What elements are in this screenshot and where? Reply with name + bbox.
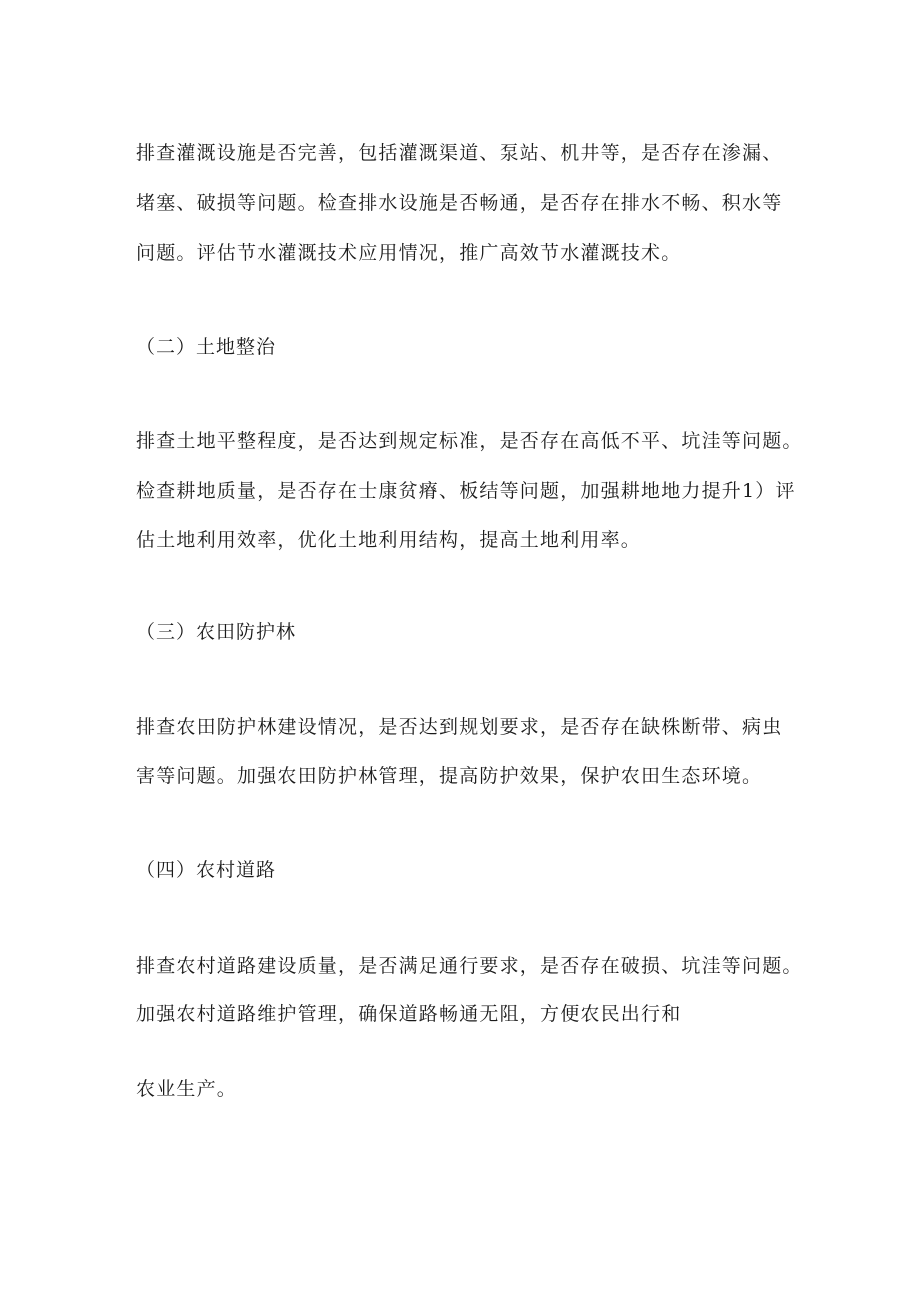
paragraph-line: 堵塞、破损等问题。检查排水设施是否畅通，是否存在排水不畅、积水等 [136, 192, 783, 214]
paragraph-line: 排查农村道路建设质量，是否满足通行要求，是否存在破损、坑洼等问题。 [136, 955, 803, 977]
paragraph-line: 估土地利用效率，优化土地利用结构，提高土地利用率。 [136, 529, 642, 551]
paragraph-line: 排查农田防护林建设情况，是否达到规划要求，是否存在缺株断带、病虫 [136, 716, 783, 738]
paragraph-line: 害等问题。加强农田防护林管理，提高防护效果，保护农田生态环境。 [136, 765, 763, 787]
paragraph-line: 排查灌溉设施是否完善，包括灌溉渠道、泵站、机井等，是否存在渗漏、 [136, 142, 783, 164]
paragraph-line: 问题。评估节水灌溉技术应用情况，推广高效节水灌溉技术。 [136, 242, 682, 264]
section-heading: （二）土地整治 [136, 336, 277, 358]
paragraph-line: 农业生产。 [136, 1078, 238, 1100]
paragraph-line: 排查土地平整程度，是否达到规定标准，是否存在高低不平、坑洼等问题。 [136, 430, 803, 452]
paragraph-line: 检查耕地质量，是否存在士康贫瘠、板结等问题，加强耕地地力提升1）评 [136, 480, 796, 502]
section-heading: （三）农田防护林 [136, 621, 297, 643]
paragraph-line: 加强农村道路维护管理，确保道路畅通无阻，方便农民出行和 [136, 1003, 682, 1025]
section-heading: （四）农村道路 [136, 859, 277, 881]
